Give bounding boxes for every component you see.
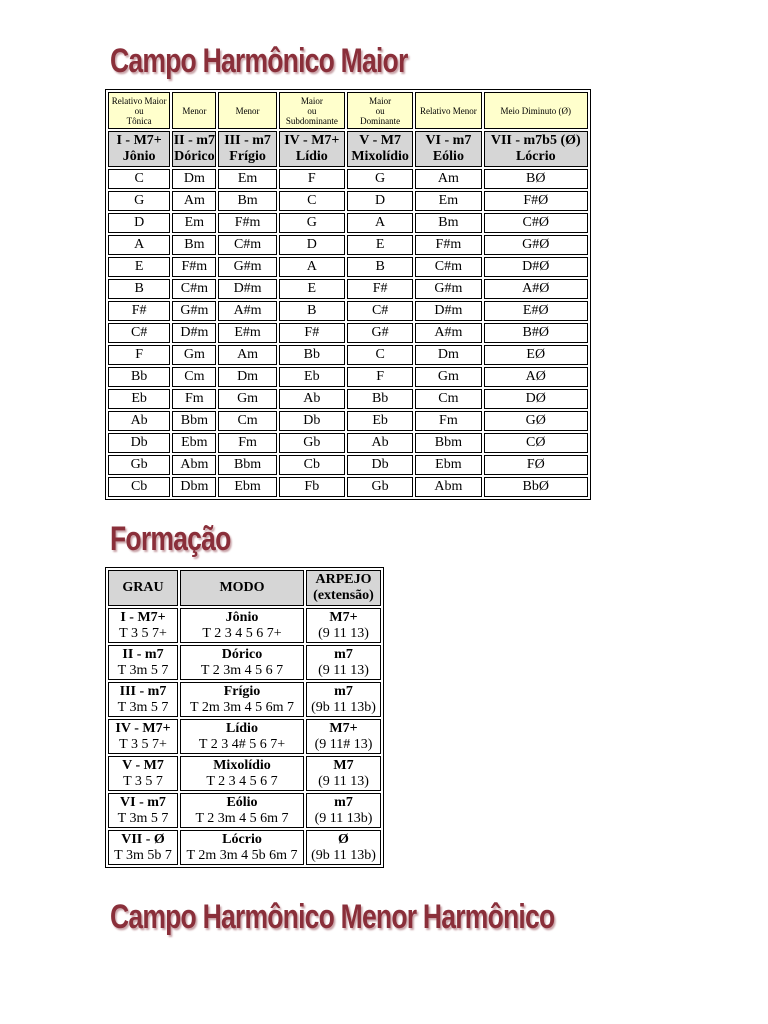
chord-cell: Db [347, 455, 413, 475]
chord-cell: Cm [415, 389, 481, 409]
degree-chord: II - m7 [173, 133, 215, 148]
arpeggio-notes: (9 11 13b) [314, 810, 373, 826]
chord-cell: F#m [415, 235, 481, 255]
arpeggio-notes: (9b 11 13b) [311, 699, 376, 715]
chord-cell: BØ [484, 169, 588, 189]
chord-cell: Bb [108, 367, 170, 387]
chord-cell: C#m [172, 279, 216, 299]
mode-cell [180, 719, 304, 754]
degree-mode: Lídio [295, 149, 328, 164]
mode-notes: T 2m 3m 4 5 6m 7 [190, 699, 294, 715]
formation-row [108, 830, 381, 865]
arpeggio-cell [306, 719, 381, 754]
chord-cell: Bm [218, 191, 276, 211]
chord-cell: G [347, 169, 413, 189]
mode-cell [180, 682, 304, 717]
chord-cell: Dm [172, 169, 216, 189]
degree-cell [108, 793, 178, 828]
chord-cell: Gm [415, 367, 481, 387]
chord-cell: Eb [347, 411, 413, 431]
degree-cell [108, 645, 178, 680]
chord-cell: Bbm [415, 433, 481, 453]
title-major-field: Campo Harmônico Maior [110, 42, 408, 80]
degree-chord: III - m7 [224, 133, 271, 148]
degree-name: III - m7 [119, 683, 167, 699]
degree-notes: T 3m 5 7 [117, 662, 169, 678]
arpeggio-name: m7 [334, 646, 353, 662]
arpeggio-name: M7+ [329, 720, 358, 736]
key-row [108, 169, 588, 189]
degree-notes: T 3m 5b 7 [114, 847, 172, 863]
mode-notes: T 2m 3m 4 5b 6m 7 [186, 847, 298, 863]
chord-cell: F#m [172, 257, 216, 277]
function-header-cell [484, 92, 588, 129]
degree-chord: IV - M7+ [284, 133, 340, 148]
formation-row [108, 719, 381, 754]
chord-cell: Abm [172, 455, 216, 475]
arpeggio-name: m7 [334, 683, 353, 699]
major-field-table [105, 89, 591, 500]
chord-cell: E#m [218, 323, 276, 343]
chord-cell: F#m [218, 213, 276, 233]
key-row [108, 433, 588, 453]
degree-chord: VII - m7b5 (Ø) [490, 133, 581, 148]
degree-notes: T 3 5 7+ [119, 736, 167, 752]
mode-name: Jônio [225, 609, 259, 625]
chord-cell: GØ [484, 411, 588, 431]
degree-notes: T 3m 5 7 [117, 810, 169, 826]
chord-cell: F [347, 367, 413, 387]
arpeggio-notes: (9 11 13) [318, 662, 369, 678]
chord-cell: B [347, 257, 413, 277]
chord-cell: B [108, 279, 170, 299]
chord-cell: Dm [415, 345, 481, 365]
key-row [108, 279, 588, 299]
chord-cell: A [347, 213, 413, 233]
degree-name: VI - m7 [120, 794, 166, 810]
function-header-row [108, 92, 588, 129]
formation-row [108, 682, 381, 717]
chord-cell: G#Ø [484, 235, 588, 255]
mode-notes: T 2 3 4 5 6 7 [206, 773, 278, 789]
degree-header-row [108, 131, 588, 167]
chord-cell: Am [415, 169, 481, 189]
function-header-line: Dominante [360, 115, 401, 126]
chord-cell: Fm [172, 389, 216, 409]
function-header-line: Tônica [126, 115, 152, 126]
arpeggio-notes: (9b 11 13b) [311, 847, 376, 863]
chord-cell: G [108, 191, 170, 211]
chord-cell: Bb [279, 345, 345, 365]
arpeggio-cell [306, 793, 381, 828]
function-header-cell [172, 92, 216, 129]
chord-cell: Am [172, 191, 216, 211]
degree-header-cell [484, 131, 588, 167]
degree-notes: T 3 5 7+ [119, 625, 167, 641]
chord-cell: A [279, 257, 345, 277]
degree-mode: Lócrio [515, 149, 556, 164]
degree-mode: Frígio [229, 149, 266, 164]
key-row [108, 345, 588, 365]
mode-name: Dórico [221, 646, 263, 662]
mode-name: Frígio [223, 683, 261, 699]
chord-cell: C#Ø [484, 213, 588, 233]
key-row [108, 191, 588, 211]
formation-row [108, 608, 381, 643]
function-header-line: ou [134, 105, 144, 116]
chord-cell: Gm [172, 345, 216, 365]
arpejo-header-line1: ARPEJO [315, 572, 372, 587]
chord-cell: Cb [108, 477, 170, 497]
degree-cell [108, 719, 178, 754]
degree-name: I - M7+ [120, 609, 166, 625]
arpejo-header [306, 570, 381, 606]
mode-name: Eólio [226, 794, 258, 810]
chord-cell: G#m [415, 279, 481, 299]
function-header-cell [218, 92, 276, 129]
chord-cell: Bm [415, 213, 481, 233]
chord-cell: B#Ø [484, 323, 588, 343]
key-row [108, 257, 588, 277]
chord-cell: Am [218, 345, 276, 365]
formation-row [108, 645, 381, 680]
chord-cell: A#m [218, 301, 276, 321]
mode-name: Lídio [226, 720, 258, 736]
chord-cell: F#Ø [484, 191, 588, 211]
function-header-line: Menor [182, 105, 207, 116]
formation-row [108, 793, 381, 828]
arpeggio-name: M7+ [329, 609, 358, 625]
chord-cell: Gb [347, 477, 413, 497]
chord-cell: Ab [108, 411, 170, 431]
chord-cell: E [108, 257, 170, 277]
chord-cell: F# [279, 323, 345, 343]
mode-cell [180, 645, 304, 680]
chord-cell: Abm [415, 477, 481, 497]
mode-cell [180, 608, 304, 643]
function-header-cell [415, 92, 481, 129]
key-row [108, 213, 588, 233]
chord-cell: Bb [347, 389, 413, 409]
chord-cell: Gb [108, 455, 170, 475]
chord-cell: G#m [218, 257, 276, 277]
chord-cell: Dm [218, 367, 276, 387]
degree-chord: I - M7+ [116, 133, 162, 148]
arpeggio-cell [306, 645, 381, 680]
chord-cell: Ab [347, 433, 413, 453]
chord-cell: BbØ [484, 477, 588, 497]
degree-header-cell [279, 131, 345, 167]
chord-cell: Ebm [172, 433, 216, 453]
key-row [108, 301, 588, 321]
degree-mode: Jônio [122, 149, 156, 164]
key-row [108, 389, 588, 409]
degree-header-cell [218, 131, 276, 167]
grau-header: GRAU [108, 570, 178, 606]
chord-cell: Cm [172, 367, 216, 387]
key-row [108, 455, 588, 475]
chord-cell: A#Ø [484, 279, 588, 299]
degree-notes: T 3 5 7 [123, 773, 163, 789]
key-row [108, 235, 588, 255]
function-header-line: Subdominante [285, 115, 338, 126]
chord-cell: C [347, 345, 413, 365]
function-header-line: ou [375, 105, 385, 116]
chord-cell: D#m [218, 279, 276, 299]
arpeggio-cell [306, 682, 381, 717]
arpeggio-cell [306, 608, 381, 643]
degree-mode: Mixolídio [351, 149, 409, 164]
function-header-cell [347, 92, 413, 129]
function-header-line: ou [307, 105, 317, 116]
chord-cell: D [108, 213, 170, 233]
chord-cell: D [347, 191, 413, 211]
chord-cell: C [108, 169, 170, 189]
degree-mode: Eólio [432, 149, 464, 164]
chord-cell: Ebm [415, 455, 481, 475]
chord-cell: CØ [484, 433, 588, 453]
arpeggio-name: M7 [333, 757, 354, 773]
chord-cell: Gm [218, 389, 276, 409]
chord-cell: G#m [172, 301, 216, 321]
arpejo-header-line2: (extensão) [313, 588, 374, 603]
key-row [108, 323, 588, 343]
chord-cell: EØ [484, 345, 588, 365]
chord-cell: B [279, 301, 345, 321]
key-row [108, 411, 588, 431]
chord-cell: F# [108, 301, 170, 321]
chord-cell: C [279, 191, 345, 211]
chord-cell: Bbm [218, 455, 276, 475]
formation-header-row [108, 570, 381, 606]
chord-cell: Ebm [218, 477, 276, 497]
degree-header-cell [108, 131, 170, 167]
chord-cell: Fb [279, 477, 345, 497]
chord-cell: C# [108, 323, 170, 343]
degree-name: IV - M7+ [115, 720, 171, 736]
chord-cell: C#m [218, 235, 276, 255]
chord-cell: Fm [218, 433, 276, 453]
mode-name: Lócrio [222, 831, 262, 847]
chord-cell: D#m [415, 301, 481, 321]
degree-cell [108, 608, 178, 643]
chord-cell: A#m [415, 323, 481, 343]
degree-cell [108, 682, 178, 717]
arpeggio-notes: (9 11 13) [318, 625, 369, 641]
chord-cell: Bbm [172, 411, 216, 431]
arpeggio-notes: (9 11 13) [318, 773, 369, 789]
arpeggio-notes: (9 11# 13) [314, 736, 373, 752]
function-header-cell [108, 92, 170, 129]
chord-cell: Bm [172, 235, 216, 255]
mode-notes: T 2 3m 4 5 6 7 [200, 662, 284, 678]
chord-cell: D#m [172, 323, 216, 343]
chord-cell: G [279, 213, 345, 233]
function-header-line: Maior [300, 95, 323, 106]
chord-cell: E [347, 235, 413, 255]
degree-chord: V - M7 [359, 133, 401, 148]
chord-cell: Cb [279, 455, 345, 475]
function-header-line: Relativo Menor [420, 105, 477, 116]
chord-cell: Em [172, 213, 216, 233]
formation-table [105, 567, 384, 868]
chord-cell: D#Ø [484, 257, 588, 277]
function-header-line: Menor [235, 105, 260, 116]
mode-cell [180, 756, 304, 791]
chord-cell: F# [347, 279, 413, 299]
chord-cell: Cm [218, 411, 276, 431]
function-header-line: Maior [369, 95, 392, 106]
chord-cell: Em [415, 191, 481, 211]
mode-notes: T 2 3 4# 5 6 7+ [198, 736, 286, 752]
chord-cell: C# [347, 301, 413, 321]
arpeggio-name: Ø [338, 831, 349, 847]
degree-mode: Dórico [174, 149, 215, 164]
chord-cell: Gb [279, 433, 345, 453]
mode-name: Mixolídio [213, 757, 271, 773]
mode-cell [180, 830, 304, 865]
chord-cell: A [108, 235, 170, 255]
chord-cell: C#m [415, 257, 481, 277]
degree-name: VII - Ø [121, 831, 165, 847]
chord-cell: Ab [279, 389, 345, 409]
degree-notes: T 3m 5 7 [117, 699, 169, 715]
chord-cell: Db [108, 433, 170, 453]
chord-cell: AØ [484, 367, 588, 387]
chord-cell: Eb [279, 367, 345, 387]
degree-header-cell [172, 131, 216, 167]
chord-cell: Dbm [172, 477, 216, 497]
degree-header-cell [415, 131, 481, 167]
key-row [108, 477, 588, 497]
function-header-line: Relativo Maior [111, 95, 167, 106]
chord-cell: DØ [484, 389, 588, 409]
title-harmonic-minor-field: Campo Harmônico Menor Harmônico [110, 898, 555, 936]
chord-cell: F [279, 169, 345, 189]
chord-cell: F [108, 345, 170, 365]
mode-notes: T 2 3m 4 5 6m 7 [195, 810, 289, 826]
degree-chord: VI - m7 [425, 133, 472, 148]
arpeggio-cell [306, 756, 381, 791]
degree-name: V - M7 [122, 757, 164, 773]
chord-cell: E [279, 279, 345, 299]
chord-cell: G# [347, 323, 413, 343]
chord-cell: Fm [415, 411, 481, 431]
arpeggio-cell [306, 830, 381, 865]
function-header-line: Meio Diminuto (Ø) [500, 105, 572, 116]
function-header-cell [279, 92, 345, 129]
arpeggio-name: m7 [334, 794, 353, 810]
degree-header-cell [347, 131, 413, 167]
chord-cell: Eb [108, 389, 170, 409]
degree-cell [108, 756, 178, 791]
mode-cell [180, 793, 304, 828]
formation-row [108, 756, 381, 791]
chord-cell: FØ [484, 455, 588, 475]
degree-name: II - m7 [122, 646, 164, 662]
chord-cell: Db [279, 411, 345, 431]
title-formation: Formação [110, 520, 231, 558]
chord-cell: E#Ø [484, 301, 588, 321]
chord-cell: D [279, 235, 345, 255]
modo-header: MODO [180, 570, 304, 606]
mode-notes: T 2 3 4 5 6 7+ [202, 625, 282, 641]
key-row [108, 367, 588, 387]
degree-cell [108, 830, 178, 865]
chord-cell: Em [218, 169, 276, 189]
